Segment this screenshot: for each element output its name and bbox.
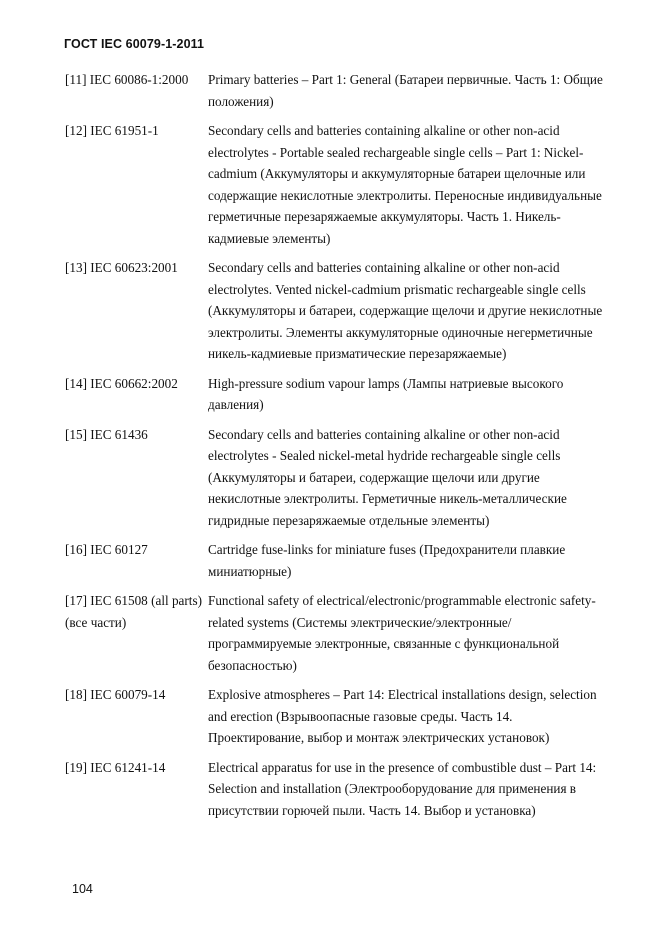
bibliography-entry bbox=[65, 590, 605, 676]
bibliography-entry bbox=[65, 257, 605, 365]
reference-id: [11] IEC 60086-1:2000 bbox=[65, 72, 189, 87]
reference-title: Secondary cells and batteries containing alkaline or other non-acid electrolytes - Sealed nickel-metal hydride rechargeable single cells (Аккумуляторы и батареи, содержащие щелочи или другие некислотные электролиты. Герметичные никель-металлические гидридные перезаряжаемые отдельные элементы) bbox=[208, 426, 567, 528]
reference-id: [14] IEC 60662:2002 bbox=[65, 375, 178, 391]
reference-id: [19] IEC 61241-14 bbox=[65, 759, 166, 775]
reference-title: Functional safety of electrical/electronic/programmable electronic safety-related systems (Системы электрические/электронные/программируемые электронные, связанные с функциональной безопасностью) bbox=[208, 593, 596, 673]
bibliography-entry bbox=[65, 684, 605, 749]
reference-title: Cartridge fuse-links for miniature fuses (Предохранители плавкие миниатюрные) bbox=[208, 542, 566, 579]
bibliography-entry bbox=[65, 69, 605, 112]
reference-id: [13] IEC 60623:2001 bbox=[65, 260, 178, 275]
reference-title: High-pressure sodium vapour lamps (Лампы натриевые высокого давления) bbox=[208, 375, 564, 412]
document-header: ГОСТ IEC 60079-1-2011 bbox=[64, 37, 205, 51]
reference-title: Secondary cells and batteries containing alkaline or other non-acid electrolytes - Portable sealed rechargeable single cells – Part 1: Nickel-cadmium (Аккумуляторы и аккумуляторные батареи щелочные или содержащие некислотные электролиты. Переносные индивидуальные герметичные перезаряжаемые аккумуляторы. Часть 1. Никель-кадмиевые элементы) bbox=[208, 123, 602, 246]
bibliography-entry bbox=[65, 373, 605, 416]
reference-id: [12] IEC 61951-1 bbox=[65, 123, 159, 138]
reference-title: Secondary cells and batteries containing alkaline or other non-acid electrolytes. Vented nickel-cadmium prismatic rechargeable single cells (Аккумуляторы и батареи, содержащие щелочи и другие некислотные электролиты. Элементы аккумуляторные одиночные негерметичные никель-кадмиевые призматические перезаряжаемые) bbox=[208, 260, 603, 361]
reference-id: [17] IEC 61508 (all parts) (все части) bbox=[65, 593, 202, 630]
reference-title: Explosive atmospheres – Part 14: Electrical installations design, selection and erection (Взрывоопасные газовые среды. Часть 14. Проектирование, выбор и монтаж электрических установок) bbox=[208, 687, 597, 745]
bibliography-entry bbox=[65, 120, 605, 249]
bibliography-entry bbox=[65, 757, 605, 822]
reference-id: [18] IEC 60079-14 bbox=[65, 687, 166, 702]
reference-id: [15] IEC 61436 bbox=[65, 426, 148, 442]
reference-title: Primary batteries – Part 1: General (Батареи первичные. Часть 1: Общие положения) bbox=[208, 72, 603, 109]
page-number: 104 bbox=[72, 882, 93, 896]
reference-id: [16] IEC 60127 bbox=[65, 542, 148, 557]
bibliography-list bbox=[65, 69, 605, 829]
reference-title: Electrical apparatus for use in the presence of combustible dust – Part 14: Selection and installation (Электрооборудование для применения в присутствии горючей пыли. Часть 14. Выбор и установка) bbox=[208, 759, 597, 818]
bibliography-entry bbox=[65, 424, 605, 532]
bibliography-entry bbox=[65, 539, 605, 582]
